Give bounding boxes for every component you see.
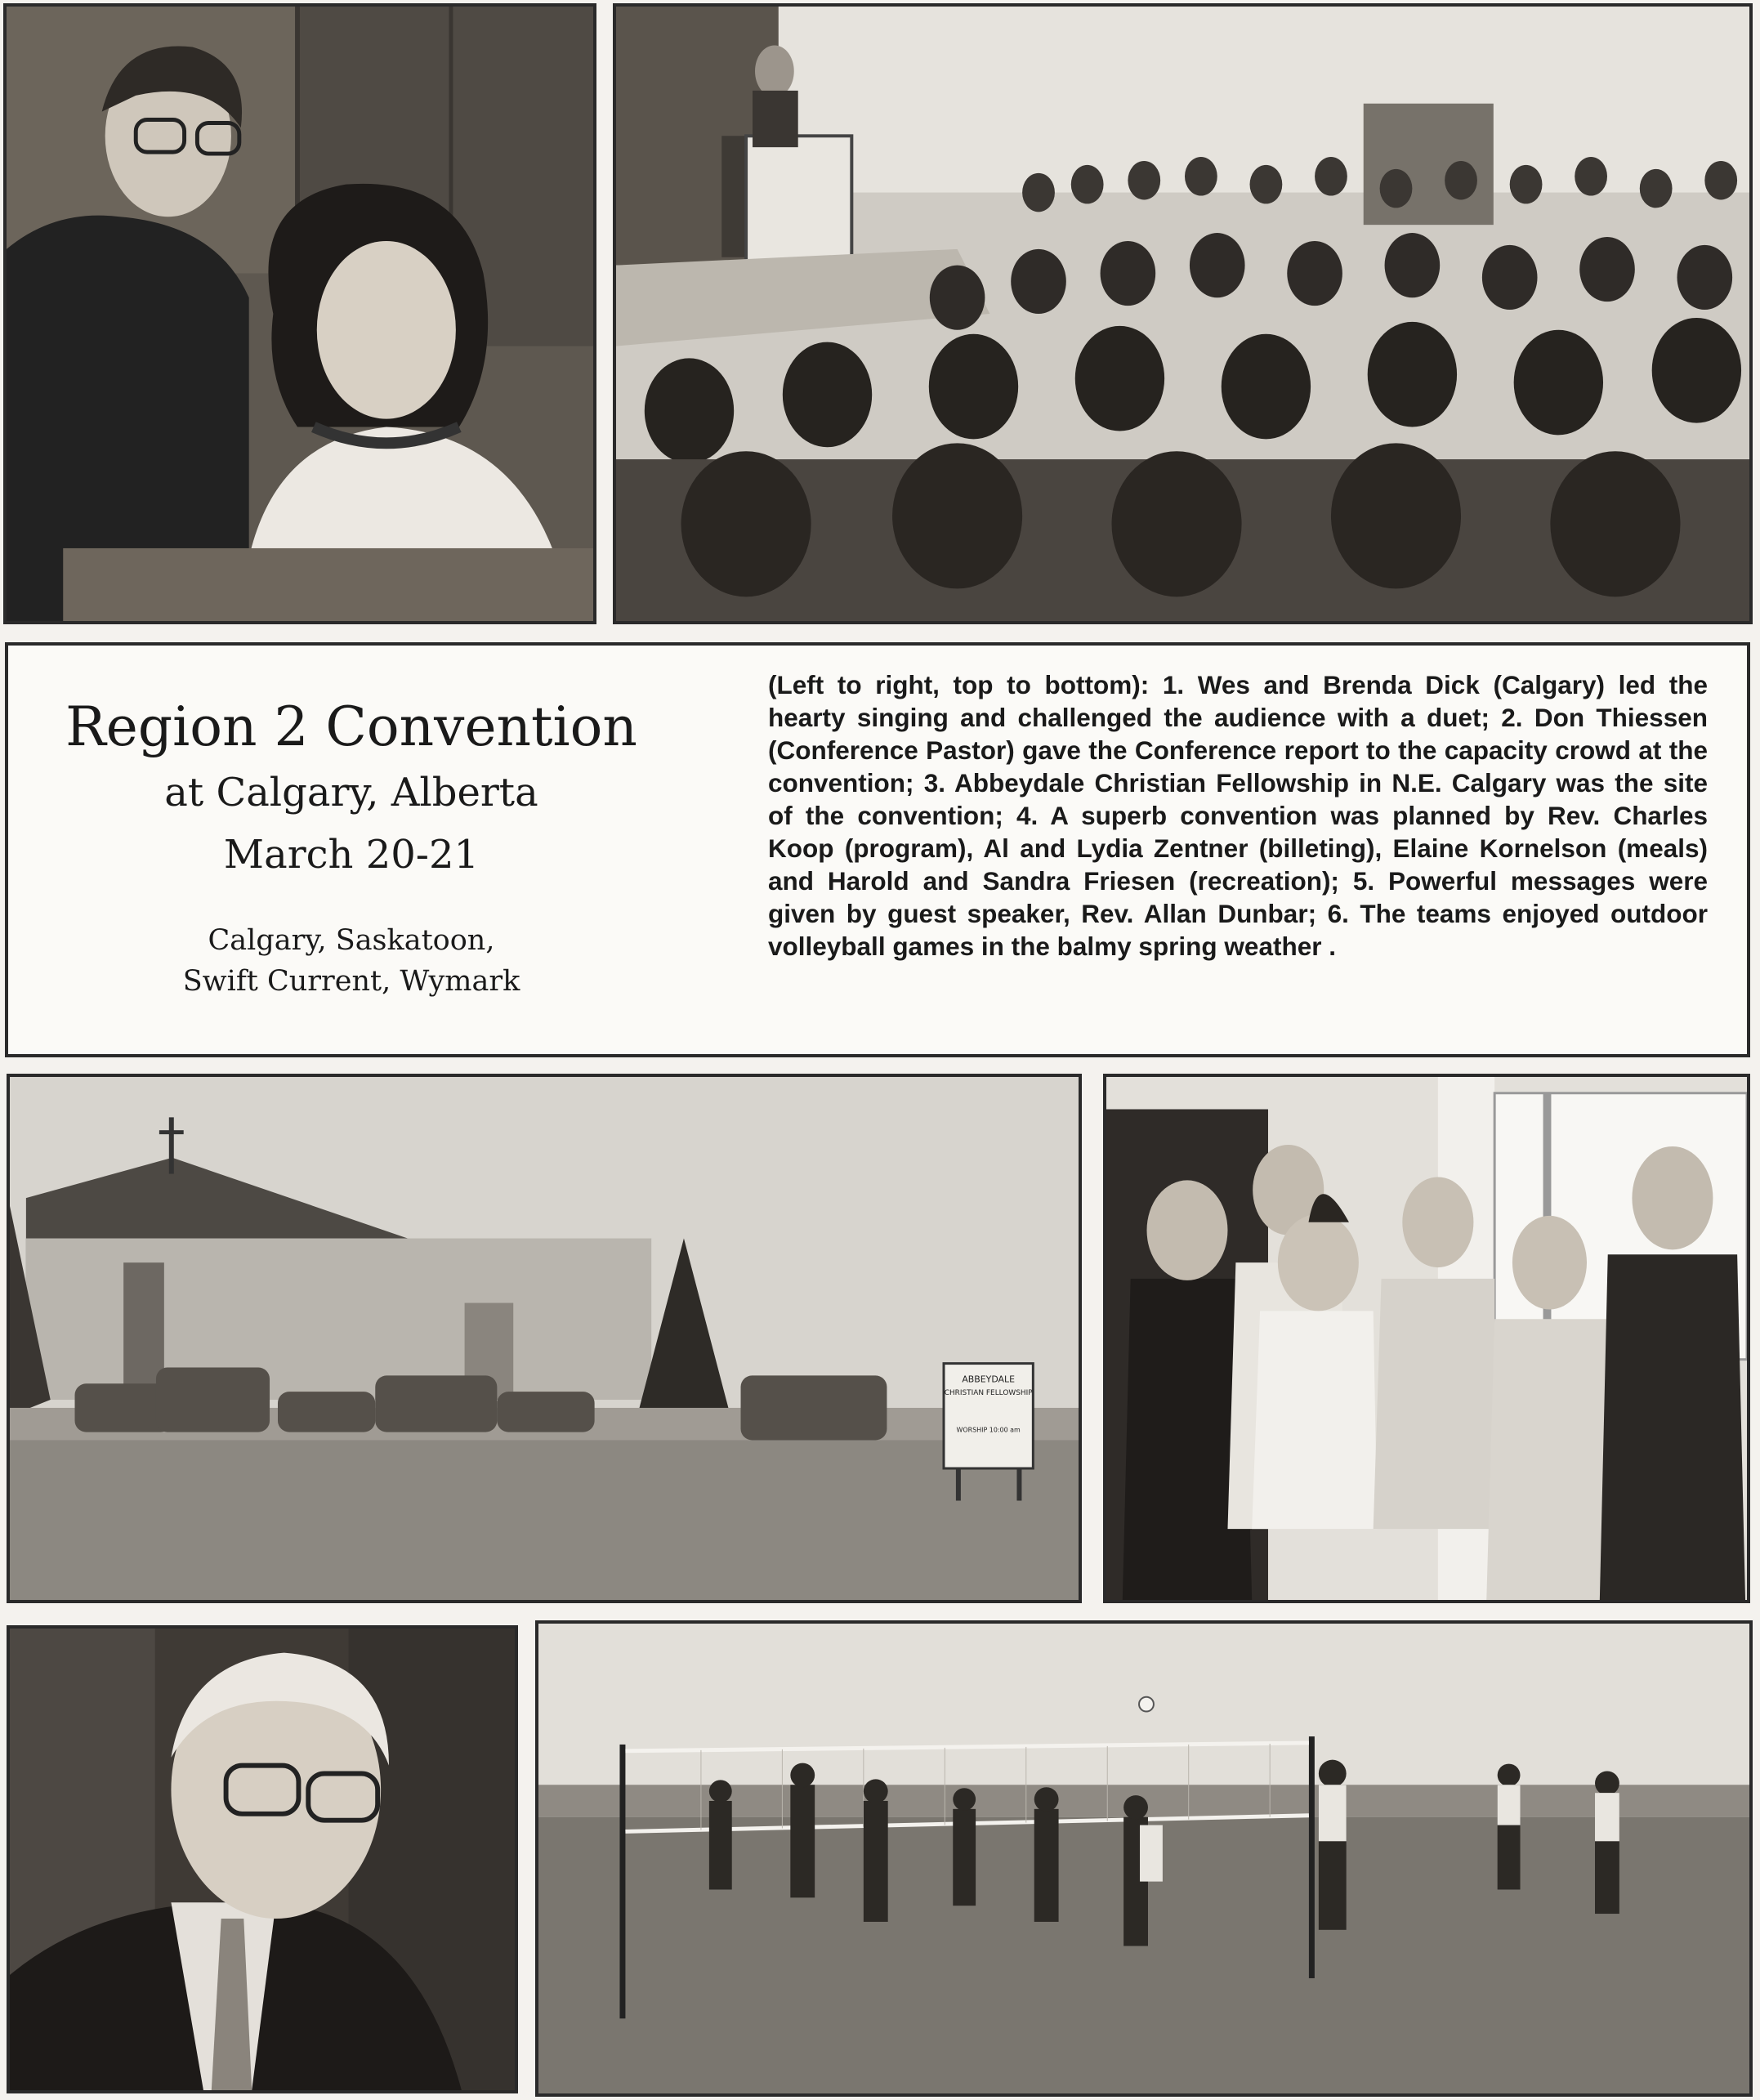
convention-location: at Calgary, Alberta — [164, 770, 538, 815]
photo-conference-audience — [613, 3, 1753, 624]
planning-team-illustration — [1106, 1077, 1747, 1600]
sign-line-1: ABBEYDALE — [962, 1374, 1015, 1385]
church-building-illustration — [10, 1077, 1079, 1600]
sign-line-2: CHRISTIAN FELLOWSHIP — [944, 1389, 1033, 1398]
regions-line-1: Calgary, Saskatoon, — [208, 924, 495, 957]
regions-line-2: Swift Current, Wymark — [182, 965, 520, 998]
photo-church-building — [7, 1074, 1082, 1603]
convention-dates: March 20-21 — [223, 832, 480, 878]
photo-volleyball-game — [535, 1620, 1753, 2097]
photo-singers-duet — [3, 3, 596, 624]
region-list — [41, 920, 662, 1002]
conference-audience-illustration — [616, 7, 1749, 621]
singers-duet-illustration — [7, 7, 593, 621]
guest-speaker-illustration — [10, 1629, 515, 2090]
caption-panel — [5, 642, 1750, 1057]
title-block — [41, 693, 662, 1002]
volleyball-game-illustration — [538, 1624, 1749, 2093]
sign-line-3: WORSHIP 10:00 am — [956, 1426, 1021, 1434]
convention-heading: Region 2 Convention — [65, 695, 637, 758]
photo-caption-text: (Left to right, top to bottom): 1. Wes and Brenda Dick (Calgary) led the hearty singing and challenged the audience with a duet; 2. Don Thiessen (Conference Pastor) gave the Conference report to the capacity crowd at the convention; 3. Abbeydale Christian Fellowship in N.E. Calgary was the site of the convention; 4. A superb convention was planned by Rev. Charles Koop (program), Al and Lydia Zentner (billeting), Elaine Kornelson (meals) and Harold and Sandra Friesen (recreation); 5. Powerful messages were given by guest speaker, Rev. Allan Dunbar; 6. The teams enjoyed outdoor volleyball games in the balmy spring weather . — [768, 670, 1708, 961]
photo-guest-speaker — [7, 1625, 518, 2093]
photo-planning-team — [1103, 1074, 1750, 1603]
